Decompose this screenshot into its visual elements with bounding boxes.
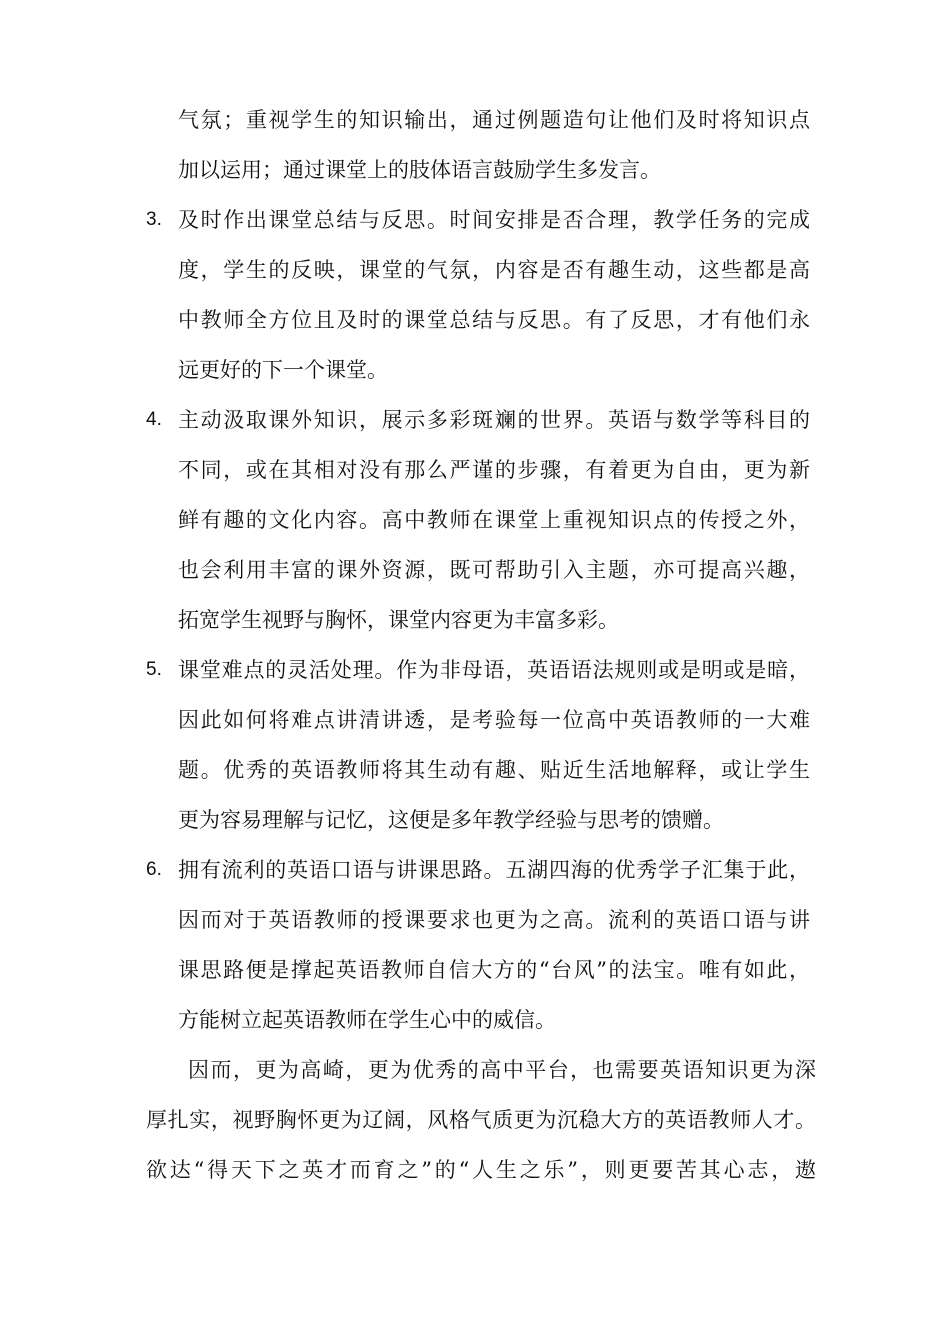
list-number: 3. [146, 209, 162, 230]
document-page: 气氛；重视学生的知识输出，通过例题造句让他们及时将知识点 加以运用；通过课堂上的肢体语言鼓励学生多发言。 3. 及时作出课堂总结与反思。时间安排是否合理，教学任务的完成 度，学生的反映，课堂的气氛，内容是否有趣生动，这些都是高 中教师全方位且及时的课堂总结与反思。有了反思，才有他们永 远更好的下一个课堂。 4. 主动汲取课外知识，展示多彩斑斓的世界。英语与数学等科目的 不同，或在其相对没有那么严谨的步骤，有着更为自由，更为新 鲜有趣的文化内容。高中教师在课堂上重视知识点的传授之外， 也会利用丰富的课外资源，既可帮助引入主题，亦可提高兴趣， 拓宽学生视野与胸怀，课堂内容更为丰富多彩。 5. 课堂难点的灵活处理。作为非母语，英语语法规则或是明或是暗， 因此如何将难点讲清讲透，是考验每一位高中英语教师的一大难 题。优秀的英语教师将其生动有趣、贴近生活地解释，或让学生 更为容易理解与记忆，这便是多年教学经验与思考的馈赠。 6. 拥有流利的英语口语与讲课思路。五湖四海的优秀学子汇集于此， 因而对于英语教师的授课要求也更为之高。流利的英语口语与讲 课思路便是撑起英语教师自信大方的“台风”的法宝。唯有如此， 方能树立起英语教师在学生心中的威信。 因而，更为高崎，更为优秀的高中平台，也需要英语知识更为深 厚扎实，视野胸怀更为辽阔，风格气质更为沉稳大方的英语教师人才。 欲达“得天下之英才而育之”的“人生之乐”，则更要苦其心志，遨 [146, 108, 816, 1182]
list-number: 5. [146, 659, 162, 680]
list-number: 4. [146, 409, 162, 430]
list-number: 6. [146, 859, 162, 880]
